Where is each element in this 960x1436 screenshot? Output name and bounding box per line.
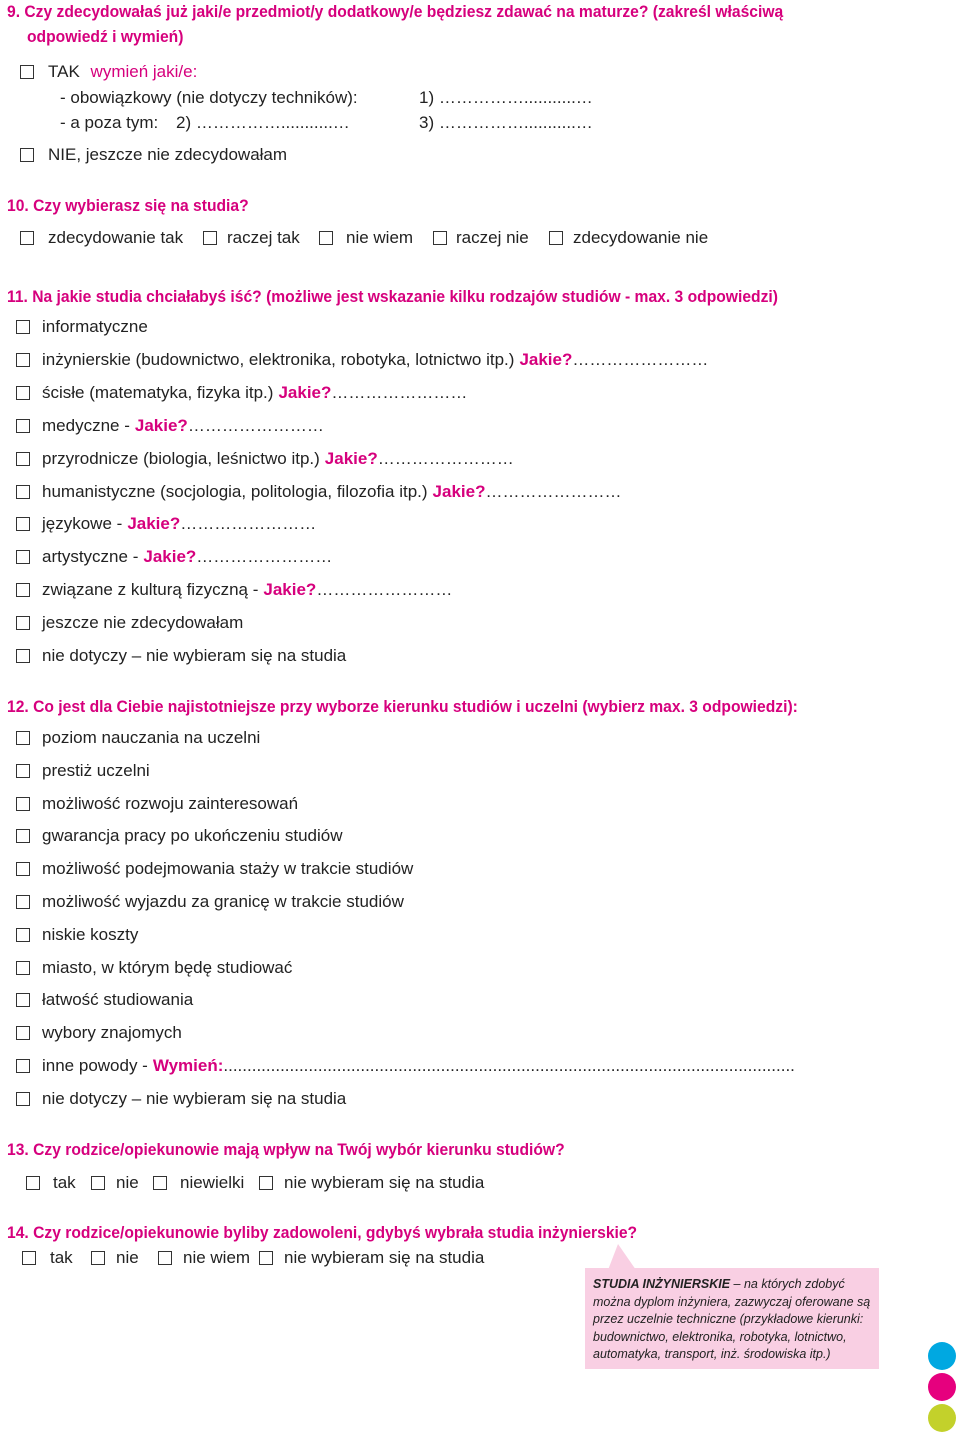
q12-option-label: inne powody - (42, 1056, 148, 1075)
q12-option-row[interactable] (16, 761, 150, 781)
q12-option-row[interactable] (16, 728, 260, 748)
q12-option-checkbox[interactable] (16, 1026, 30, 1040)
q12-option-label: możliwość podejmowania staży w trakcie studiów (42, 859, 414, 879)
q13-option-checkbox[interactable] (153, 1176, 167, 1190)
q9-tak-line (48, 62, 197, 82)
q14-option-label: nie (116, 1248, 139, 1267)
q11-option-checkbox[interactable] (16, 452, 30, 466)
q10-option-checkbox[interactable] (319, 231, 333, 245)
q13-option-checkbox[interactable] (26, 1176, 40, 1190)
q12-option-row[interactable] (16, 859, 413, 879)
q12-option-checkbox[interactable] (16, 829, 30, 843)
q12-option-fill-line[interactable]: ......................................................................................................................... (223, 1056, 795, 1075)
q12-option-label: miasto, w którym będę studiować (42, 957, 293, 977)
q12-title: 12. Co jest dla Ciebie najistotniejsze przy wyborze kierunku studiów i uczelni (wybierz max. 3 odpowiedzi): (7, 697, 798, 716)
q10-option-label: zdecydowanie nie (573, 228, 709, 247)
q14-option-label: tak (50, 1248, 73, 1267)
q11-option-ask: Jakie? (134, 415, 188, 435)
q14-title: 14. Czy rodzice/opiekunowie byliby zadowoleni, gdybyś wybrała studia inżynierskie? (7, 1223, 638, 1242)
q11-option-fill-line[interactable]: …………………… (196, 547, 333, 567)
q13-option-checkbox[interactable] (91, 1176, 105, 1190)
q11-option-label: informatyczne (42, 317, 148, 336)
q11-option-label: związane z kulturą fizyczną - (42, 580, 259, 600)
q9-nie-checkbox[interactable] (20, 148, 34, 162)
q11-option-fill-line[interactable]: …………………… (180, 514, 317, 534)
q12-option-label: gwarancja pracy po ukończeniu studiów (42, 826, 343, 846)
q11-option-row[interactable] (16, 416, 324, 436)
q12-option-row[interactable] (16, 892, 404, 912)
definition-note (585, 1268, 879, 1369)
q10-option-checkbox[interactable] (433, 231, 447, 245)
q10-option-checkbox[interactable] (203, 231, 217, 245)
q13-option-label: nie (116, 1173, 139, 1192)
q10-option-label: raczej tak (227, 228, 300, 247)
q11-option-checkbox[interactable] (16, 419, 30, 433)
q11-option-row[interactable] (16, 350, 708, 370)
q12-option-label: możliwość wyjazdu za granicę w trakcie studiów (42, 892, 404, 911)
q11-option-row[interactable] (16, 514, 316, 534)
q11-option-label: humanistyczne (socjologia, politologia, filozofia itp.) (42, 481, 428, 501)
q11-option-checkbox[interactable] (16, 320, 30, 334)
q12-option-label: możliwość rozwoju zainteresowań (42, 793, 299, 813)
q12-option-row[interactable] (16, 794, 298, 814)
q11-option-checkbox[interactable] (16, 550, 30, 564)
q12-option-ask: Wymień: (152, 1056, 224, 1075)
q11-option-ask: Jakie? (127, 514, 181, 534)
q11-option-row[interactable] (16, 383, 467, 403)
q12-option-checkbox[interactable] (16, 1092, 30, 1106)
q12-option-row[interactable] (16, 1023, 182, 1043)
q12-option-checkbox[interactable] (16, 764, 30, 778)
q12-option-checkbox[interactable] (16, 895, 30, 909)
q11-option-fill-line[interactable]: …………………… (187, 415, 324, 435)
q11-option-label: językowe - (42, 514, 123, 534)
q10-option-checkbox[interactable] (20, 231, 34, 245)
q12-option-checkbox[interactable] (16, 731, 30, 745)
q11-option-row[interactable] (16, 547, 332, 567)
q11-option-row[interactable] (16, 482, 621, 502)
q11-option-ask: Jakie? (432, 481, 486, 501)
q12-option-checkbox[interactable] (16, 993, 30, 1007)
q9-slot-3[interactable]: 3) ……………...........… (419, 113, 593, 132)
q11-option-checkbox[interactable] (16, 583, 30, 597)
q12-option-row[interactable] (16, 958, 292, 978)
q11-option-ask: Jakie? (263, 580, 317, 600)
q10-option-label: zdecydowanie tak (48, 228, 184, 247)
q9-title-line1: 9. Czy zdecydowałaś już jaki/e przedmiot/y dodatkowy/e będziesz zdawać na maturze? (zakreśl właściwą (7, 2, 784, 21)
note-heading: STUDIA INŻYNIERSKIE (593, 1277, 731, 1291)
q12-option-row[interactable] (16, 826, 343, 846)
q10-option-label: nie wiem (346, 228, 414, 247)
q13-option-label: nie wybieram się na studia (284, 1173, 485, 1192)
q12-option-label: nie dotyczy – nie wybieram się na studia (42, 1088, 347, 1108)
q11-option-label: medyczne - (42, 415, 130, 435)
q12-option-row[interactable] (16, 990, 193, 1010)
q10-title: 10. Czy wybierasz się na studia? (7, 196, 249, 215)
q11-option-checkbox[interactable] (16, 649, 30, 663)
q9-obligatory-label: - obowiązkowy (nie dotyczy techników): (60, 88, 358, 107)
q12-option-checkbox[interactable] (16, 797, 30, 811)
q14-option-label: nie wiem (183, 1248, 251, 1267)
q10-option-label: raczej nie (456, 228, 529, 247)
q11-option-label: nie dotyczy – nie wybieram się na studia (42, 646, 347, 665)
q12-option-checkbox[interactable] (16, 862, 30, 876)
q9-slot-1[interactable]: 1) ……………...........… (419, 88, 593, 107)
q11-option-ask: Jakie? (519, 349, 573, 369)
q13-option-checkbox[interactable] (259, 1176, 273, 1190)
note-body: – na których zdobyć można dyplom inżyniera, zazwyczaj oferowane są przez uczelnie techniczne (przykładowe kierunki: budownictwo, elektronika, robotyka, lotnictwo, automatyka, transport, inż. środowiska itp.) (593, 1277, 871, 1361)
q14-option-checkbox[interactable] (91, 1251, 105, 1265)
q13-option-label: tak (53, 1173, 76, 1192)
q11-option-label: ścisłe (matematyka, fizyka itp.) (42, 382, 274, 402)
q11-option-label: przyrodnicze (biologia, leśnictwo itp.) (42, 448, 320, 468)
q12-option-label: poziom nauczania na uczelni (42, 728, 261, 747)
q13-title: 13. Czy rodzice/opiekunowie mają wpływ na Twój wybór kierunku studiów? (7, 1140, 565, 1159)
note-pointer (608, 1244, 636, 1270)
lime-dot-icon (928, 1404, 956, 1432)
q12-option-label: prestiż uczelni (42, 760, 150, 780)
q11-option-row[interactable] (16, 449, 514, 469)
q14-option-checkbox[interactable] (22, 1251, 36, 1265)
q11-option-row[interactable] (16, 646, 346, 666)
q9-additional-label: - a poza tym: (60, 113, 159, 132)
q11-option-fill-line[interactable]: …………………… (485, 481, 622, 501)
q11-option-checkbox[interactable] (16, 485, 30, 499)
q9-nie-label: NIE, jeszcze nie zdecydowałam (48, 145, 288, 164)
q11-title: 11. Na jakie studia chciałabyś iść? (możliwe jest wskazanie kilku rodzajów studiów - max. 3 odpowiedzi) (7, 287, 778, 306)
q11-option-fill-line[interactable]: …………………… (316, 580, 453, 600)
q11-option-checkbox[interactable] (16, 616, 30, 630)
q12-option-row[interactable] (16, 1089, 346, 1109)
q11-option-label: artystyczne - (42, 547, 139, 567)
q11-option-fill-line[interactable]: …………………… (331, 382, 468, 402)
q11-option-ask: Jakie? (278, 382, 332, 402)
q11-option-fill-line[interactable]: …………………… (572, 349, 709, 369)
q12-option-checkbox[interactable] (16, 928, 30, 942)
q9-title-line2: odpowiedź i wymień) (27, 27, 184, 46)
q14-option-checkbox[interactable] (158, 1251, 172, 1265)
q11-option-ask: Jakie? (324, 448, 378, 468)
q14-option-label: nie wybieram się na studia (284, 1248, 485, 1267)
q11-option-row[interactable] (16, 580, 452, 600)
q11-option-label: jeszcze nie zdecydowałam (42, 613, 244, 633)
q12-option-checkbox[interactable] (16, 1059, 30, 1073)
q9-slot-2[interactable]: 2) ……………...........… (176, 113, 350, 132)
q9-tak-label: TAK (48, 62, 80, 81)
q11-option-label: inżynierskie (budownictwo, elektronika, robotyka, lotnictwo itp.) (42, 349, 515, 369)
q12-option-checkbox[interactable] (16, 961, 30, 975)
q12-option-row[interactable] (16, 1056, 795, 1076)
q11-option-row[interactable] (16, 317, 148, 337)
q11-option-fill-line[interactable]: …………………… (377, 448, 514, 468)
q12-option-label: niskie koszty (42, 924, 139, 944)
q11-option-ask: Jakie? (143, 547, 197, 567)
q14-option-checkbox[interactable] (259, 1251, 273, 1265)
q12-option-label: łatwość studiowania (42, 990, 194, 1010)
q9-tak-checkbox[interactable] (20, 65, 34, 79)
q10-option-checkbox[interactable] (549, 231, 563, 245)
cyan-dot-icon (928, 1342, 956, 1370)
q11-option-checkbox[interactable] (16, 517, 30, 531)
q12-option-row[interactable] (16, 925, 138, 945)
q12-option-label: wybory znajomych (42, 1023, 182, 1043)
q9-tak-prompt: wymień jaki/e: (90, 62, 198, 81)
q11-option-checkbox[interactable] (16, 386, 30, 400)
q11-option-checkbox[interactable] (16, 353, 30, 367)
q11-option-row[interactable] (16, 613, 243, 633)
q13-option-label: niewielki (180, 1173, 245, 1192)
magenta-dot-icon (928, 1373, 956, 1401)
